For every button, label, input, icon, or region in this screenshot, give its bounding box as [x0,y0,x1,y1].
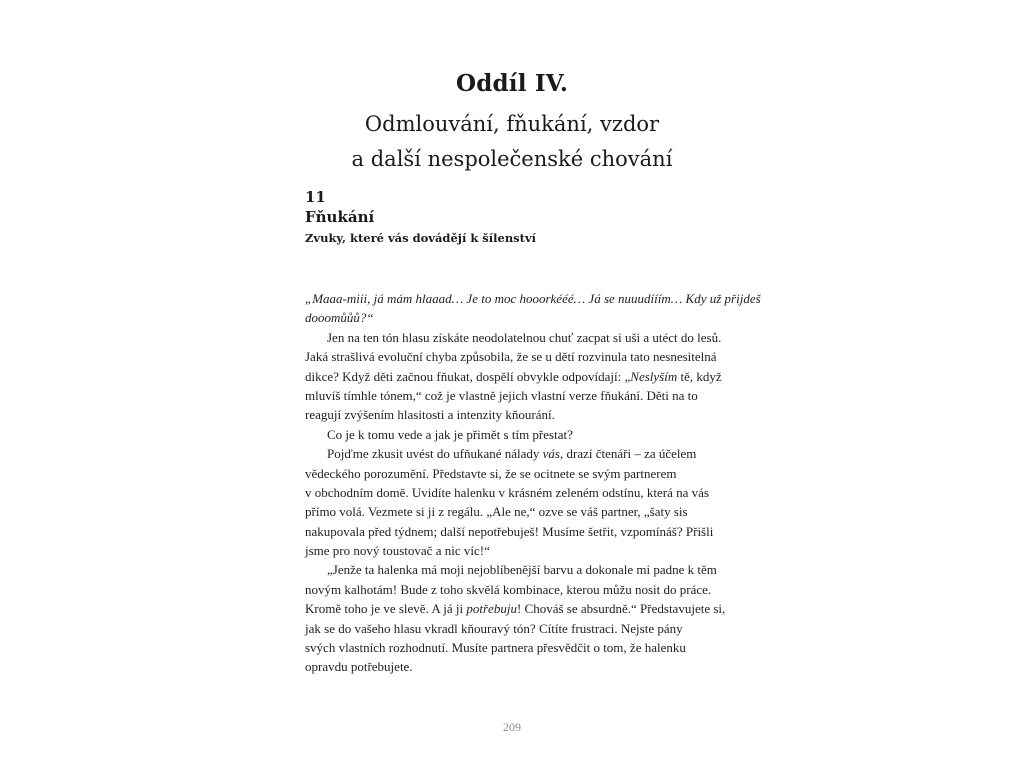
body-line: Jen na ten tón hlasu získáte neodolatelnou chuť zacpat si uši a utéct do lesů. [327,329,722,345]
body-text-run: tě, když [677,368,722,384]
body-text-run: ! Chováš se absurdně.“ Představujete si, [516,601,726,617]
body-line [305,444,725,463]
body-text-emphasis: potřebuju [466,601,517,617]
body-text-emphasis: vás [542,446,560,462]
body-line: Jaká strašlivá evoluční chyba způsobila, že se u dětí rozvinula tato nesnesitelná [305,349,717,365]
body-line [305,367,725,386]
body-line: dooomůůů?“ [305,310,374,326]
body-line: mluvíš tímhle tónem,“ což je vlastně jejich vlastní verze fňukání. Děti na to [305,387,698,403]
body-text-emphasis: Neslyším [630,368,678,384]
body-line: přímo volá. Vezmete si ji z regálu. „Ale ne,“ ozve se váš partner, „šaty sis [305,504,688,520]
body-text-run: Kromě toho je ve slevě. A já ji [305,601,467,617]
part-subtitle-line-2: a další nespolečenské chování [351,147,673,171]
body-line: jak se do vašeho hlasu vkradl kňouravý tón? Cítíte frustraci. Nejste pány [305,620,683,636]
body-line [305,599,725,618]
body-line: „Jenže ta halenka má moji nejoblíbenější barvu a dokonale mi padne k těm [327,562,717,578]
body-line: Co je k tomu vede a jak je přimět s tím přestat? [327,426,573,442]
body-text [305,289,761,677]
body-line: vědeckého porozumění. Představte si, že se ocitnete se svým partnerem [305,465,677,481]
part-title: Oddíl IV. [455,70,569,97]
body-text-run: dikce? Když děti začnou fňukat, dospělí obvykle odpovídají: „ [305,368,631,384]
chapter-title: Fňukání [305,208,375,226]
body-line: reagují zvýšením hlasitosti a intenzity kňourání. [305,407,555,423]
body-line: v obchodním domě. Uvidíte halenku v krásném zeleném odstínu, která na vás [305,484,709,500]
chapter-number: 11 [305,188,326,206]
body-text-run: , drazí čtenáři – za účelem [560,446,697,462]
body-text-run: Pojďme zkusit uvést do ufňukané nálady [327,446,543,462]
body-line: jsme pro nový toustovač a nic víc!“ [305,543,490,559]
part-subtitle-line-1: Odmlouvání, fňukání, vzdor [364,112,660,136]
chapter-subtitle: Zvuky, které vás dovádějí k šílenství [305,231,537,245]
body-line: „Maaa-miii, já mám hlaaad… Je to moc hooorkééé… Já se nuuudííím… Kdy už přijdeš [305,291,761,306]
body-line: novým kalhotám! Bude z toho skvělá kombinace, kterou můžu nosit do práce. [305,581,712,597]
body-line: opravdu potřebujete. [305,659,413,675]
body-line: nakupovala před týdnem; další nepotřebuješ! Musíme šetřit, vzpomínáš? Přišli [305,523,714,539]
body-line: svých vlastních rozhodnutí. Musíte partnera přesvědčit o tom, že halenku [305,640,686,656]
page-number: 209 [503,720,521,734]
